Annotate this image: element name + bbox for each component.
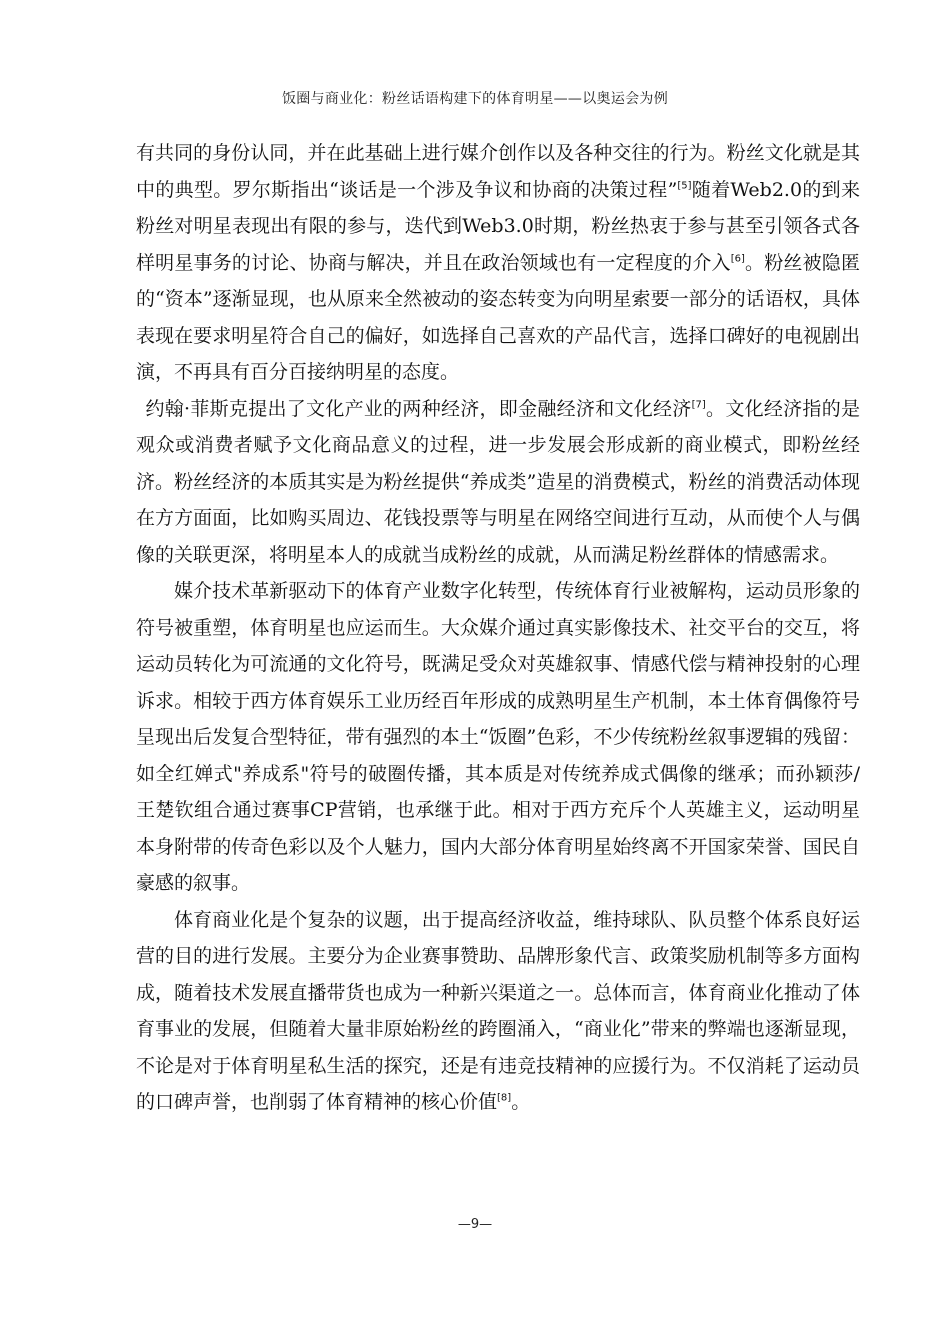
text-run: 体育商业化是个复杂的议题，出于提高经济收益，维持球队、队员整个体系良好运营的目的进行发展。主要分为企业赛事赞助、品牌形象代言、政策奖励机制等多方面构成，随着技术发展直播带货也成为一种新兴渠道之一。总体而言，体育商业化推动了体育事业的发展，但随着大量非原始粉丝的跨圈涌入，“商业化”带来的弊端也逐渐显现，不论是对于体育明星私生活的探究，还是有违竞技精神的应援行为。不仅消耗了运动员的口碑声誉，也削弱了体育精神的核心价值 bbox=[136, 908, 860, 1113]
body-text bbox=[136, 135, 860, 1121]
paragraph-commercialization bbox=[136, 902, 860, 1121]
paragraph-sports-stars bbox=[136, 573, 860, 902]
paragraph-fan-participation bbox=[136, 135, 860, 391]
text-run: 约翰·菲斯克提出了文化产业的两种经济，即金融经济和文化经济 bbox=[145, 397, 692, 420]
running-header: 饭圈与商业化：粉丝话语构建下的体育明星——以奥运会为例 bbox=[281, 91, 669, 107]
text-run: 。文化经济指的是观众或消费者赋予文化商品意义的过程，进一步发展会形成新的商业模式，即粉丝经济。粉丝经济的本质其实是为粉丝提供“养成类”造星的消费模式，粉丝的消费活动体现在方方面面，比如购买周边、花钱投票等与明星在网络空间进行互动，从而使个人与偶像的关联更深，将明星本人的成就当成粉丝的成就，从而满足粉丝群体的情感需求。 bbox=[136, 397, 860, 566]
text-run: 随着Web2.0的到来粉丝对明星表现出有限的参与，迭代到Web3.0时期，粉丝热衷于参与甚至引领各式各样明星事务的讨论、协商与解决，并且在政治领域也有一定程度的介入 bbox=[136, 178, 860, 274]
page-number: —9— bbox=[457, 1217, 493, 1232]
text-run: 。粉丝被隐匿的“资本”逐渐显现，也从原来全然被动的姿态转变为向明星索要一部分的话语权，具体表现在要求明星符合自己的偏好，如选择自己喜欢的产品代言，选择口碑好的电视剧出演，不再具有百分百接纳明星的态度。 bbox=[136, 251, 860, 383]
text-run: 有共同的身份认同，并在此基础上进行媒介创作以及各种交往的行为。粉丝文化就是其中的典型。罗尔斯指出“谈话是一个涉及争议和协商的决策过程” bbox=[136, 142, 860, 201]
citation-marker: [5] bbox=[677, 180, 692, 192]
citation-marker: [8] bbox=[497, 1092, 512, 1104]
text-run: 媒介技术革新驱动下的体育产业数字化转型，传统体育行业被解构，运动员形象的符号被重塑，体育明星也应运而生。大众媒介通过真实影像技术、社交平台的交互，将运动员转化为可流通的文化符号，既满足受众对英雄叙事、情感代偿与精神投射的心理诉求。相较于西方体育娱乐工业历经百年形成的成熟明星生产机制，本土体育偶像符号呈现出后发复合型特征，带有强烈的本土“饭圈”色彩，不少传统粉丝叙事逻辑的残留：如全红婵式"养成系"符号的破圈传播，其本质是对传统养成式偶像的继承；而孙颖莎/王楚钦组合通过赛事CP营销，也承继于此。相对于西方充斥个人英雄主义，运动明星本身附带的传奇色彩以及个人魅力，国内大部分体育明星始终离不开国家荣誉、国民自豪感的叙事。 bbox=[136, 580, 860, 894]
citation-marker: [6] bbox=[730, 253, 745, 265]
text-run: 。 bbox=[511, 1091, 531, 1113]
paragraph-fan-economy bbox=[136, 391, 860, 574]
citation-marker: [7] bbox=[691, 399, 706, 411]
